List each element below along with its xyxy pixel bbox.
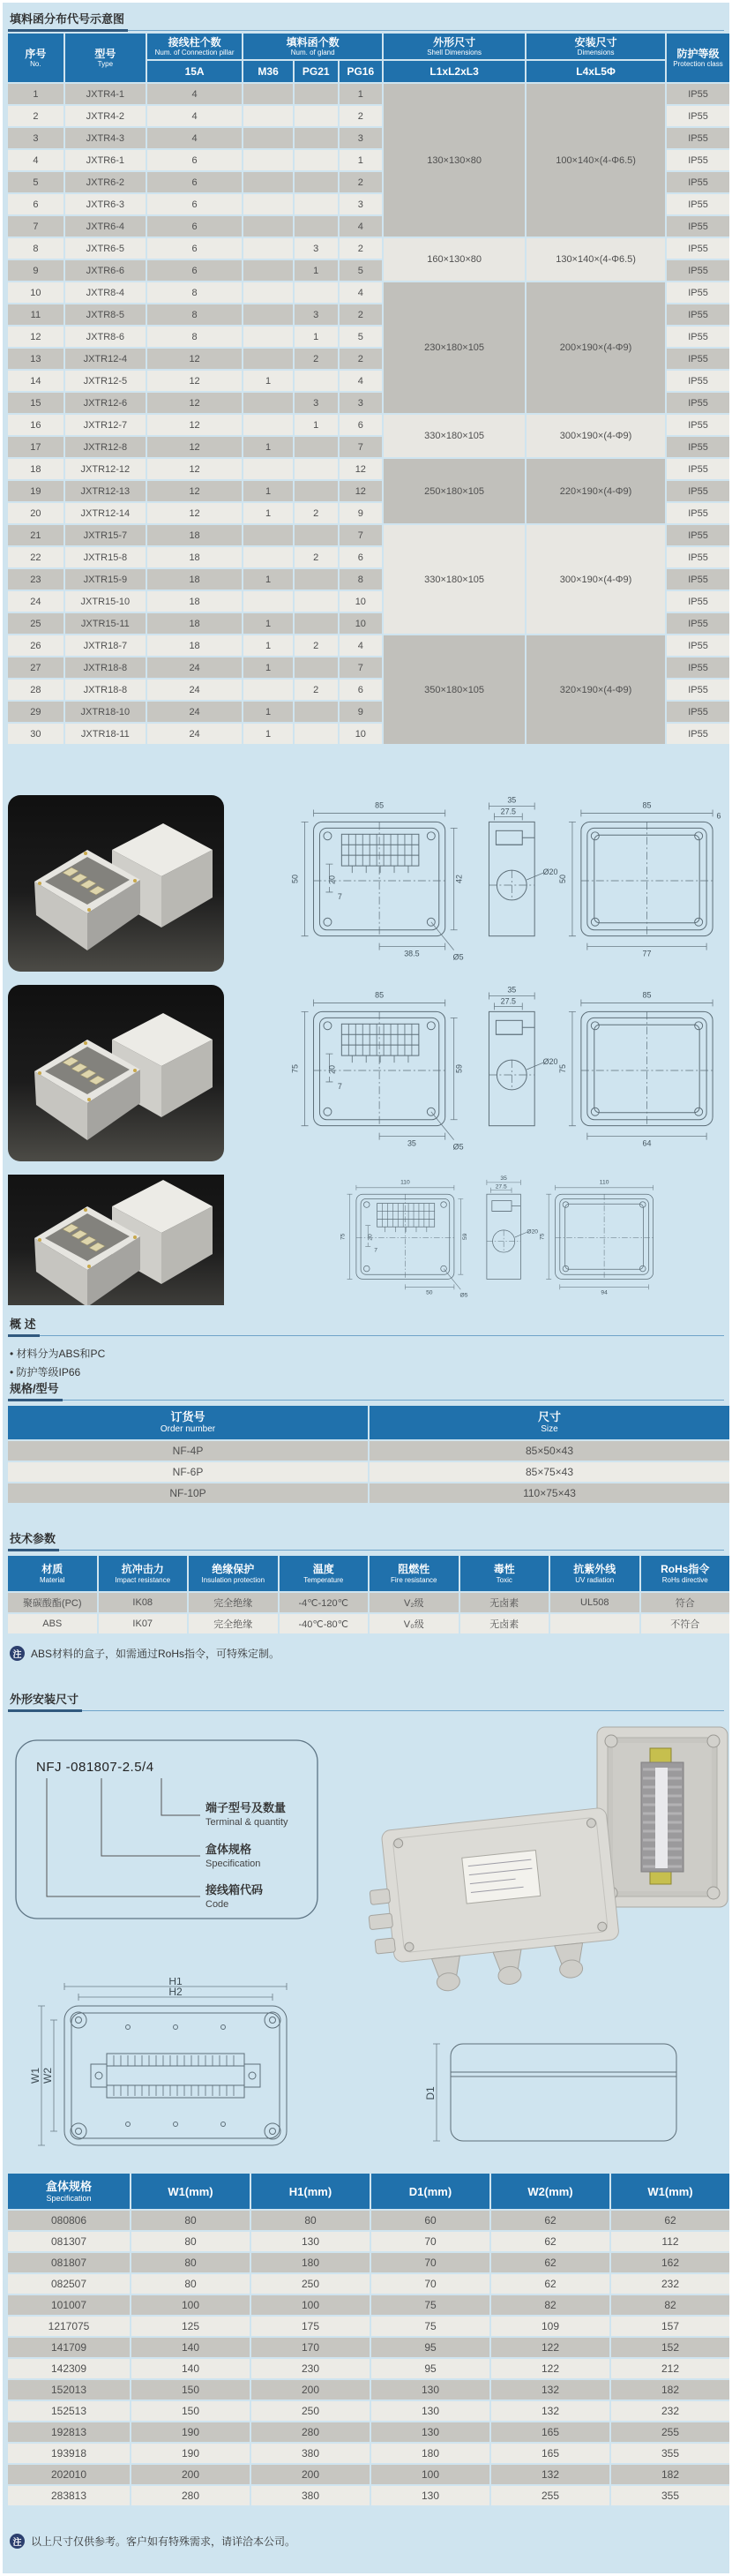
table-row: 6 JXTR6-3 6 3 IP55 (8, 194, 729, 214)
col-protection: 防护等级 Protection class (667, 34, 729, 82)
svg-text:35: 35 (500, 1175, 507, 1182)
svg-text:75: 75 (340, 1233, 347, 1241)
label-spec-cn: 盒体规格 (205, 1843, 252, 1856)
table-row: 193918 190 380 180 165 355 (8, 2444, 729, 2463)
catalog-page (3, 3, 729, 2573)
section-mounting-dims (8, 1690, 724, 1712)
tech-col-header: 毒性 Toxic (460, 1556, 549, 1591)
section-title: 技术参数 (8, 1529, 59, 1551)
svg-text:7: 7 (374, 1247, 377, 1254)
product-photo (8, 795, 224, 972)
svg-text:27.5: 27.5 (495, 1183, 507, 1190)
product-row (8, 985, 726, 1161)
svg-text:85: 85 (642, 800, 652, 810)
tech-col-header: 材质 Material (8, 1556, 97, 1591)
col-shell: 外形尺寸 Shell Dimensions (384, 34, 525, 59)
tech-col-header: 绝缘保护 Insulation protection (189, 1556, 278, 1591)
table-row: 12 JXTR8-6 8 1 5 IP55 (8, 327, 729, 347)
table-row: 16 JXTR12-7 12 1 6 330×180×105 300×190×(4-Φ9) IP55 (8, 415, 729, 435)
svg-text:Ø5: Ø5 (452, 1142, 464, 1152)
product-row (8, 795, 726, 972)
table-row: 15 JXTR12-6 12 3 3 IP55 (8, 393, 729, 413)
svg-text:110: 110 (599, 1179, 609, 1186)
tech-col-header: RoHs指令 RoHs directive (641, 1556, 730, 1591)
order-code: NFJ -081807-2.5/4 (36, 1760, 154, 1775)
tech-table (6, 1554, 729, 1635)
table-row: 19 JXTR12-13 12 1 12 IP55 (8, 481, 729, 501)
product-row (8, 1175, 726, 1305)
table-row: 5 JXTR6-2 6 2 IP55 (8, 172, 729, 192)
table-row: 9 JXTR6-6 6 1 5 IP55 (8, 260, 729, 281)
dim-w1: W1 (29, 2068, 41, 2084)
cad-drawing (235, 985, 726, 1161)
svg-text:7: 7 (337, 1081, 342, 1091)
model-table (6, 32, 729, 746)
product-photo (8, 1175, 224, 1305)
size-col-header: W1(mm) (131, 2174, 250, 2209)
table-row: 23 JXTR15-9 18 1 8 IP55 (8, 569, 729, 590)
dim-h1: H1 (168, 1978, 183, 1987)
label-terminal-cn: 端子型号及数量 (205, 1801, 287, 1814)
table-row: 2 JXTR4-2 4 2 IP55 (8, 106, 729, 126)
col-no: 序号 No. (8, 34, 63, 82)
tech-col-header: 抗冲击力 Impact resistance (99, 1556, 188, 1591)
section-title: 填料函分布代号示意图 (8, 10, 128, 32)
top-view-drawing (29, 1978, 311, 2154)
table-row: 4 JXTR6-1 6 1 IP55 (8, 150, 729, 170)
cad-drawing (235, 1175, 726, 1305)
table-row: 13 JXTR12-4 12 2 2 IP55 (8, 349, 729, 369)
svg-text:Ø20: Ø20 (542, 1057, 558, 1067)
side-view-drawing (400, 2037, 691, 2152)
product-photo (8, 985, 224, 1161)
overview-bullets (4, 1342, 105, 1379)
size-col-header: D1(mm) (371, 2174, 489, 2209)
table-row: 283813 280 380 130 255 355 (8, 2486, 729, 2505)
tech-col-header: 抗紫外线 UV radiation (550, 1556, 639, 1591)
note-abs-rohs: 注 ABS材料的盒子，如需通过RoHs指令，可特殊定制。 (10, 1646, 280, 1661)
label-spec-en: Specification (205, 1859, 261, 1869)
note-icon: 注 (10, 1646, 25, 1661)
col-l1l2l3: L1xL2xL3 (384, 61, 525, 82)
section-title: 规格/型号 (8, 1379, 63, 1401)
table-row: 8 JXTR6-5 6 3 2 160×130×80 130×140×(4-Φ6.5) IP55 (8, 238, 729, 259)
svg-text:20: 20 (327, 1065, 337, 1074)
svg-text:64: 64 (642, 1138, 652, 1148)
table-row: 17 JXTR12-8 12 1 7 IP55 (8, 437, 729, 457)
section-title: 概 述 (8, 1315, 40, 1337)
bullet-material: • 材料分为ABS和PC (10, 1346, 105, 1361)
svg-text:35: 35 (507, 985, 517, 995)
svg-text:110: 110 (400, 1179, 410, 1186)
table-row: 080806 80 80 60 62 62 (8, 2211, 729, 2230)
closed-box-photo (364, 1803, 638, 2001)
table-row: ABS IK07 完全绝缘 -40℃-80℃ V₀级 无卤素 不符合 (8, 1614, 729, 1633)
svg-text:Ø5: Ø5 (452, 952, 464, 962)
col-m36: M36 (243, 61, 293, 82)
table-row: 25 JXTR15-11 18 1 10 IP55 (8, 613, 729, 634)
col-gland: 填料函个数 Num. of gland (243, 34, 382, 59)
table-row: 11 JXTR8-5 8 3 2 IP55 (8, 304, 729, 325)
table-row: 18 JXTR12-12 12 12 250×180×105 220×190×(4-Φ9) IP55 (8, 459, 729, 479)
svg-text:35: 35 (407, 1138, 416, 1148)
svg-text:20: 20 (327, 875, 337, 884)
svg-text:50: 50 (557, 875, 567, 884)
svg-text:75: 75 (290, 1064, 300, 1074)
size-col-header: H1(mm) (251, 2174, 370, 2209)
col-type: 型号 Type (65, 34, 146, 82)
table-row: NF-4P 85×50×43 (8, 1441, 729, 1461)
svg-text:94: 94 (601, 1289, 608, 1296)
svg-text:50: 50 (426, 1289, 433, 1296)
table-row: 101007 100 100 75 82 82 (8, 2295, 729, 2315)
label-terminal-en: Terminal & quantity (205, 1817, 288, 1828)
table-row: 28 JXTR18-8 24 2 6 IP55 (8, 680, 729, 700)
spec-table (6, 1404, 729, 1505)
table-row: 29 JXTR18-10 24 1 9 IP55 (8, 702, 729, 722)
svg-text:Ø20: Ø20 (527, 1228, 538, 1235)
table-row: 1 JXTR4-1 4 1 130×130×80 100×140×(4-Φ6.5) IP55 (8, 84, 729, 104)
table-row: 聚碳酸酯(PC) IK08 完全绝缘 -4℃-120℃ V₂级 无卤素 UL508 符合 (8, 1593, 729, 1612)
table-row: 10 JXTR8-4 8 4 230×180×105 200×190×(4-Φ9) IP55 (8, 282, 729, 303)
dim-h2: H2 (168, 1986, 183, 1998)
svg-text:Ø20: Ø20 (542, 867, 558, 877)
svg-text:85: 85 (375, 990, 385, 1000)
section-spec (8, 1379, 724, 1401)
table-row: 152013 150 200 130 132 182 (8, 2380, 729, 2400)
svg-text:20: 20 (367, 1234, 374, 1241)
col-15a: 15A (147, 61, 242, 82)
table-row: 20 JXTR12-14 12 1 2 9 IP55 (8, 503, 729, 523)
svg-text:Ø5: Ø5 (459, 1292, 468, 1299)
table-row: 7 JXTR6-4 6 4 IP55 (8, 216, 729, 237)
size-col-header: W2(mm) (491, 2174, 609, 2209)
table-row: NF-10P 110×75×43 (8, 1483, 729, 1503)
table-row: NF-6P 85×75×43 (8, 1462, 729, 1482)
svg-text:59: 59 (454, 1064, 464, 1074)
table-row: 30 JXTR18-11 24 1 10 IP55 (8, 724, 729, 744)
note-icon: 注 (10, 2534, 25, 2549)
col-pg21: PG21 (295, 61, 338, 82)
dim-w2: W2 (41, 2068, 54, 2084)
tech-col-header: 温度 Temperature (280, 1556, 369, 1591)
table-row: 082507 80 250 70 62 232 (8, 2274, 729, 2294)
col-pillar: 接线柱个数 Num. of Connection pillar (147, 34, 242, 59)
svg-text:42: 42 (454, 875, 464, 884)
svg-text:27.5: 27.5 (500, 996, 517, 1006)
table-row: 21 JXTR15-7 18 7 330×180×105 300×190×(4-Φ9) IP55 (8, 525, 729, 545)
table-row: 152513 150 250 130 132 232 (8, 2401, 729, 2421)
col-mount: 安装尺寸 Dimensions (527, 34, 665, 59)
order-code-diagram (13, 1738, 322, 1923)
table-row: 24 JXTR15-10 18 10 IP55 (8, 591, 729, 612)
col-order-number: 订货号 Order number (8, 1406, 368, 1439)
table-row: 1217075 125 175 75 109 157 (8, 2317, 729, 2336)
table-row: 22 JXTR15-8 18 2 6 IP55 (8, 547, 729, 567)
size-col-header: W1(mm) (611, 2174, 729, 2209)
col-spec: 盒体规格 Specification (8, 2174, 130, 2209)
spec-table-body (8, 1441, 729, 1503)
svg-text:85: 85 (642, 990, 652, 1000)
section-gland-distribution (8, 10, 724, 32)
svg-text:27.5: 27.5 (500, 807, 517, 816)
table-row: 202010 200 200 100 132 182 (8, 2465, 729, 2484)
label-code-en: Code (205, 1899, 229, 1910)
svg-text:35: 35 (507, 795, 517, 805)
label-code-cn: 接线箱代码 (205, 1883, 264, 1896)
table-row: 141709 140 170 95 122 152 (8, 2338, 729, 2357)
size-table (6, 2172, 729, 2507)
col-l4l5: L4xL5Φ (527, 61, 665, 82)
table-row: 081307 80 130 70 62 112 (8, 2232, 729, 2251)
table-row: 081807 80 180 70 62 162 (8, 2253, 729, 2272)
tech-table-body (8, 1593, 729, 1633)
cad-drawing (235, 795, 726, 972)
section-title: 外形安装尺寸 (8, 1690, 82, 1712)
bullet-ip: • 防护等级IP66 (10, 1364, 105, 1379)
svg-text:77: 77 (642, 949, 652, 958)
table-row: 192813 190 280 130 165 255 (8, 2422, 729, 2442)
svg-text:7: 7 (337, 891, 342, 901)
model-table-body (8, 84, 729, 744)
col-pg16: PG16 (340, 61, 383, 82)
svg-text:85: 85 (375, 800, 385, 810)
table-row: 142309 140 230 95 122 212 (8, 2359, 729, 2378)
section-tech (8, 1529, 724, 1551)
col-size: 尺寸 Size (370, 1406, 729, 1439)
svg-text:59: 59 (461, 1233, 468, 1241)
table-row: 27 JXTR18-8 24 1 7 IP55 (8, 657, 729, 678)
table-row: 26 JXTR18-7 18 1 2 4 350×180×105 320×190×(4-Φ9) IP55 (8, 635, 729, 656)
svg-text:38.5: 38.5 (404, 949, 420, 958)
section-overview (8, 1315, 724, 1337)
dim-d1: D1 (424, 2086, 437, 2100)
table-row: 14 JXTR12-5 12 1 4 IP55 (8, 371, 729, 391)
tech-col-header: 阻燃性 Fire resistance (370, 1556, 459, 1591)
svg-text:75: 75 (539, 1233, 546, 1241)
size-table-body (8, 2211, 729, 2505)
svg-text:50: 50 (290, 875, 300, 884)
table-row: 3 JXTR4-3 4 3 IP55 (8, 128, 729, 148)
svg-text:75: 75 (557, 1064, 567, 1074)
note-dimensions: 注 以上尺寸仅供参考。客户如有特殊需求，请详洽本公司。 (10, 2534, 295, 2549)
svg-text:6: 6 (716, 811, 721, 821)
